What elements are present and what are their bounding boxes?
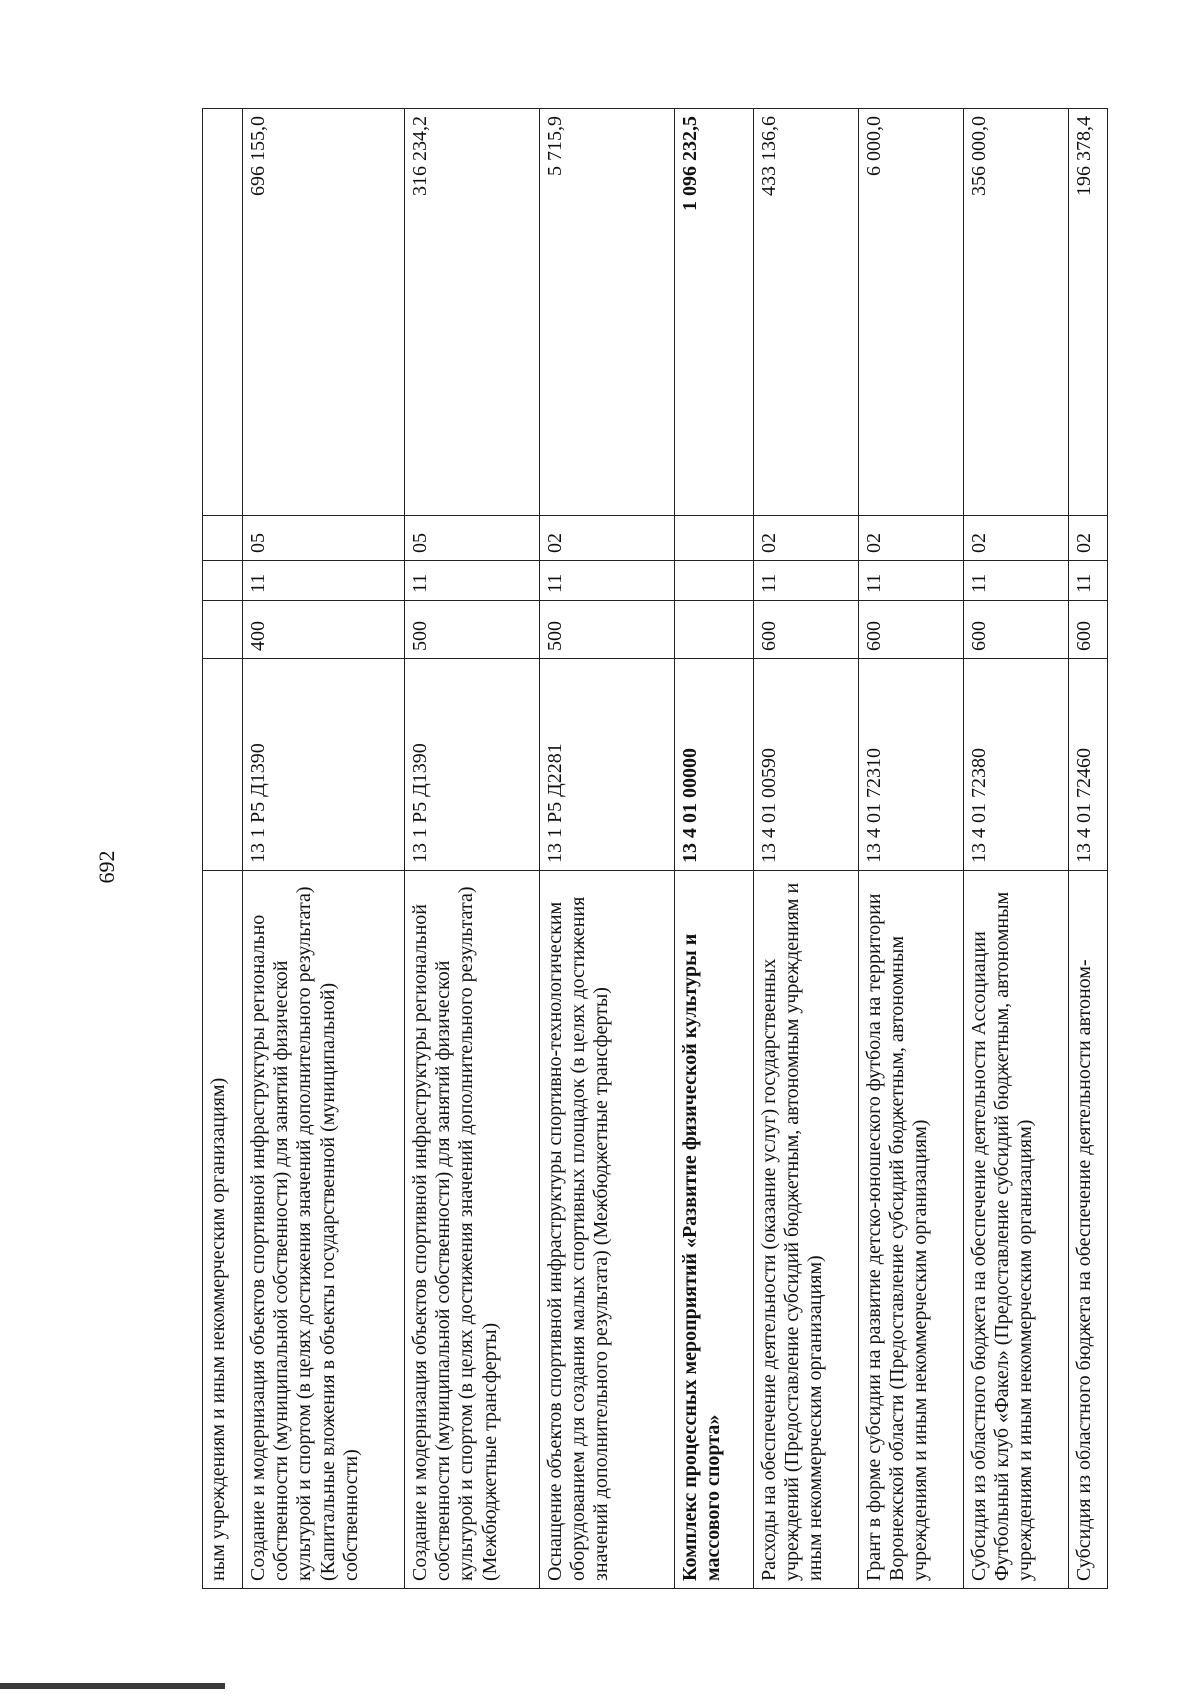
cell-expense-type: 500 — [540, 601, 675, 659]
cell-expense-type — [675, 601, 754, 659]
cell-expense-type: 600 — [964, 601, 1069, 659]
cell-code: 13 1 Р5 Д1390 — [405, 659, 540, 871]
cell-code: 13 4 01 00590 — [754, 659, 859, 871]
cell-code: 13 4 01 72380 — [964, 659, 1069, 871]
cell-name: Субсидия из областного бюджета на обеспечение деятельности Ассоциации Футбольный клуб «Факел» (Предоставление субсидий бюджетным, автономным учреждениям и иным некоммерческим организациям) — [964, 871, 1069, 1589]
table-row — [754, 109, 859, 1589]
table-row — [405, 109, 540, 1589]
cell-name: ным учреждениям и иным некоммерческим организациям) — [203, 871, 243, 1589]
cell-expense-type: 600 — [754, 601, 859, 659]
cell-expense-type: 500 — [405, 601, 540, 659]
cell-section: 11 — [964, 561, 1069, 601]
cell-subsection: 02 — [1069, 516, 1108, 561]
cell-section: 11 — [540, 561, 675, 601]
cell-code: 13 1 Р5 Д2281 — [540, 659, 675, 871]
cell-amount: 433 136,6 — [754, 109, 859, 516]
cell-section — [203, 561, 243, 601]
cell-code: 13 4 01 00000 — [675, 659, 754, 871]
cell-amount: 1 096 232,5 — [675, 109, 754, 516]
cell-name: Расходы на обеспечение деятельности (оказание услуг) государственных учреждений (Предоставление субсидий бюджетным, автономным учреждениям и иным некоммерческим организациям) — [754, 871, 859, 1589]
cell-amount: 356 000,0 — [964, 109, 1069, 516]
cell-amount: 5 715,9 — [540, 109, 675, 516]
cell-expense-type — [203, 601, 243, 659]
cell-subsection — [675, 516, 754, 561]
table-row — [203, 109, 243, 1589]
table-row — [675, 109, 754, 1589]
cell-name: Грант в форме субсидии на развитие детско-юношеского футбола на территории Воронежской области (Предоставление субсидий бюджетным, автономным учреждениям и иным некоммерческим организациям) — [859, 871, 964, 1589]
cell-subsection: 02 — [964, 516, 1069, 561]
budget-table-body — [203, 109, 1108, 1589]
cell-section: 11 — [1069, 561, 1108, 601]
cell-subsection: 02 — [754, 516, 859, 561]
cell-name: Создание и модернизация объектов спортивной инфраструктуры региональной собственности (муниципальной собственности) для занятий физической культурой и спортом (в целях достижения значений дополнительного результата) (Межбюджетные трансферты) — [405, 871, 540, 1589]
cell-expense-type: 600 — [1069, 601, 1108, 659]
cell-expense-type: 600 — [859, 601, 964, 659]
cell-amount: 196 378,4 — [1069, 109, 1108, 516]
cell-code: 13 4 01 72310 — [859, 659, 964, 871]
cell-code: 13 1 Р5 Д1390 — [243, 659, 405, 871]
cell-expense-type: 400 — [243, 601, 405, 659]
cell-section: 11 — [243, 561, 405, 601]
cell-name: Комплекс процессных мероприятий «Развитие физической культуры и массового спорта» — [675, 871, 754, 1589]
cell-amount: 696 155,0 — [243, 109, 405, 516]
cell-subsection: 05 — [405, 516, 540, 561]
table-row — [243, 109, 405, 1589]
cell-subsection: 02 — [540, 516, 675, 561]
budget-table-container — [202, 109, 1107, 1589]
cell-section: 11 — [859, 561, 964, 601]
table-row — [540, 109, 675, 1589]
cell-amount — [203, 109, 243, 516]
cell-subsection: 02 — [859, 516, 964, 561]
scan-edge-mark — [0, 1683, 225, 1689]
cell-code — [203, 659, 243, 871]
cell-code: 13 4 01 72460 — [1069, 659, 1108, 871]
cell-name: Создание и модернизация объектов спортивной инфраструктуры регионально собственности (муниципальной собственности) для занятий физической культурой и спортом (в целях достижения значений дополнительного результата) (Капитальные вложения в объекты государственной (муниципальной) собственности) — [243, 871, 405, 1589]
cell-section: 11 — [754, 561, 859, 601]
cell-amount: 6 000,0 — [859, 109, 964, 516]
cell-subsection: 05 — [243, 516, 405, 561]
cell-section — [675, 561, 754, 601]
cell-name: Оснащение объектов спортивной инфраструктуры спортивно-технологическим оборудованием для создания малых спортивных площадок (в целях достижения значений дополнительного результата) (Межбюджетные трансферты) — [540, 871, 675, 1589]
cell-name: Субсидия из областного бюджета на обеспечение деятельности автоном- — [1069, 871, 1108, 1589]
page-number: 692 — [94, 850, 119, 884]
cell-section: 11 — [405, 561, 540, 601]
budget-table — [202, 108, 1108, 1589]
table-row — [964, 109, 1069, 1589]
table-row — [859, 109, 964, 1589]
cell-amount: 316 234,2 — [405, 109, 540, 516]
cell-subsection — [203, 516, 243, 561]
table-row — [1069, 109, 1108, 1589]
